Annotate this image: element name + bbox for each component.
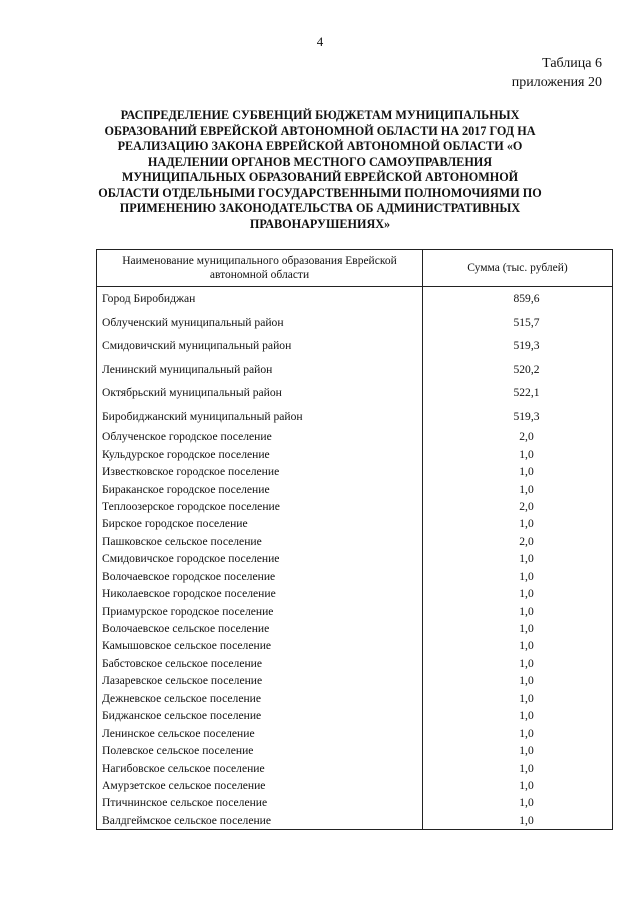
subsidy-amount: 519,3 (423, 405, 613, 429)
municipality-name: Николаевское городское поселение (97, 585, 423, 602)
municipality-name: Ленинский муниципальный район (97, 358, 423, 382)
table-row (97, 777, 613, 794)
municipality-name: Нагибовское сельское поселение (97, 759, 423, 776)
header-sum: Сумма (тыс. рублей) (423, 250, 613, 287)
subsidy-amount: 519,3 (423, 334, 613, 358)
table-row (97, 445, 613, 462)
municipality-name: Валдгеймское сельское поселение (97, 812, 423, 830)
municipality-name: Ленинское сельское поселение (97, 724, 423, 741)
table-row (97, 533, 613, 550)
municipality-name: Биробиджанский муниципальный район (97, 405, 423, 429)
table-row (97, 794, 613, 811)
table-row (97, 620, 613, 637)
table-row (97, 742, 613, 759)
table-row (97, 707, 613, 724)
subsidy-amount: 1,0 (423, 620, 613, 637)
subsidy-amount: 2,0 (423, 533, 613, 550)
header-municipality: Наименование муниципального образования Еврейской автономной области (97, 250, 423, 287)
table-row (97, 498, 613, 515)
subsidy-amount: 1,0 (423, 690, 613, 707)
municipality-name: Октябрьский муниципальный район (97, 381, 423, 405)
table-row (97, 550, 613, 567)
table-body (97, 287, 613, 830)
municipality-name: Теплоозерское городское поселение (97, 498, 423, 515)
municipality-name: Бабстовское сельское поселение (97, 655, 423, 672)
municipality-name: Дежневское сельское поселение (97, 690, 423, 707)
table-row (97, 428, 613, 445)
subsidy-amount: 1,0 (423, 724, 613, 741)
municipality-name: Облученское городское поселение (97, 428, 423, 445)
table-row (97, 690, 613, 707)
table-row (97, 585, 613, 602)
subsidy-amount: 1,0 (423, 707, 613, 724)
subsidy-amount: 522,1 (423, 381, 613, 405)
municipality-name: Бираканское городское поселение (97, 480, 423, 497)
municipality-name: Смидовичское городское поселение (97, 550, 423, 567)
municipality-name: Волочаевское сельское поселение (97, 620, 423, 637)
table-row (97, 381, 613, 405)
page-number: 4 (316, 34, 324, 49)
table-row (97, 405, 613, 429)
municipality-name: Кульдурское городское поселение (97, 445, 423, 462)
municipality-name: Пашковское сельское поселение (97, 533, 423, 550)
municipality-name: Амурзетское сельское поселение (97, 777, 423, 794)
table-row (97, 334, 613, 358)
table-row (97, 672, 613, 689)
subsidy-amount: 1,0 (423, 655, 613, 672)
table-row (97, 358, 613, 382)
table-row (97, 655, 613, 672)
subsidy-amount: 1,0 (423, 759, 613, 776)
table-row (97, 311, 613, 335)
table-reference-line-2: приложения 20 (511, 75, 602, 90)
subsidy-amount: 1,0 (423, 463, 613, 480)
subsidy-amount: 1,0 (423, 777, 613, 794)
table-row (97, 515, 613, 532)
table-row (97, 463, 613, 480)
municipality-name: Камышовское сельское поселение (97, 637, 423, 654)
table-header-row (97, 250, 613, 287)
document-title: РАСПРЕДЕЛЕНИЕ СУБВЕНЦИЙ БЮДЖЕТАМ МУНИЦИПАЛЬНЫХ ОБРАЗОВАНИЙ ЕВРЕЙСКОЙ АВТОНОМНОЙ ОБЛАСТИ НА 2017 ГОД НА РЕАЛИЗАЦИЮ ЗАКОНА ЕВРЕЙСКОЙ АВТОНОМНОЙ ОБЛАСТИ «О НАДЕЛЕНИИ ОРГАНОВ МЕСТНОГО САМОУПРАВЛЕНИЯ МУНИЦИПАЛЬНЫХ ОБРАЗОВАНИЙ ЕВРЕЙСКОЙ АВТОНОМНОЙ ОБЛАСТИ ОТДЕЛЬНЫМИ ГОСУДАРСТВЕННЫМИ ПОЛНОМОЧИЯМИ ПО ПРИМЕНЕНИЮ ЗАКОНОДАТЕЛЬСТВА ОБ АДМИНИСТРАТИВНЫХ ПРАВОНАРУШЕНИЯХ» (98, 108, 542, 231)
table-row (97, 602, 613, 619)
subsidy-amount: 2,0 (423, 428, 613, 445)
subsidy-amount: 1,0 (423, 550, 613, 567)
subsidy-amount: 1,0 (423, 794, 613, 811)
subsidy-amount: 2,0 (423, 498, 613, 515)
municipality-name: Птичнинское сельское поселение (97, 794, 423, 811)
municipality-name: Смидовичский муниципальный район (97, 334, 423, 358)
subsidy-amount: 1,0 (423, 637, 613, 654)
table-row (97, 812, 613, 830)
subsidy-amount: 1,0 (423, 515, 613, 532)
subsidy-amount: 859,6 (423, 287, 613, 311)
municipality-name: Бирское городское поселение (97, 515, 423, 532)
subsidy-amount: 520,2 (423, 358, 613, 382)
table-reference-line-1: Таблица 6 (542, 56, 602, 71)
subsidy-amount: 1,0 (423, 480, 613, 497)
municipality-name: Известковское городское поселение (97, 463, 423, 480)
subsidy-amount: 1,0 (423, 585, 613, 602)
table-row (97, 637, 613, 654)
table-row (97, 759, 613, 776)
subsidy-amount: 1,0 (423, 602, 613, 619)
table-row (97, 480, 613, 497)
municipality-name: Волочаевское городское поселение (97, 568, 423, 585)
municipality-name: Облученский муниципальный район (97, 311, 423, 335)
table-row (97, 287, 613, 311)
subsidy-amount: 1,0 (423, 742, 613, 759)
municipality-name: Лазаревское сельское поселение (97, 672, 423, 689)
subsidy-amount: 1,0 (423, 568, 613, 585)
subsidy-amount: 515,7 (423, 311, 613, 335)
subsidy-table (96, 249, 613, 830)
municipality-name: Полевское сельское поселение (97, 742, 423, 759)
table-row (97, 568, 613, 585)
subsidy-amount: 1,0 (423, 445, 613, 462)
subsidy-amount: 1,0 (423, 812, 613, 830)
municipality-name: Биджанское сельское поселение (97, 707, 423, 724)
table-row (97, 724, 613, 741)
municipality-name: Город Биробиджан (97, 287, 423, 311)
municipality-name: Приамурское городское поселение (97, 602, 423, 619)
subsidy-amount: 1,0 (423, 672, 613, 689)
